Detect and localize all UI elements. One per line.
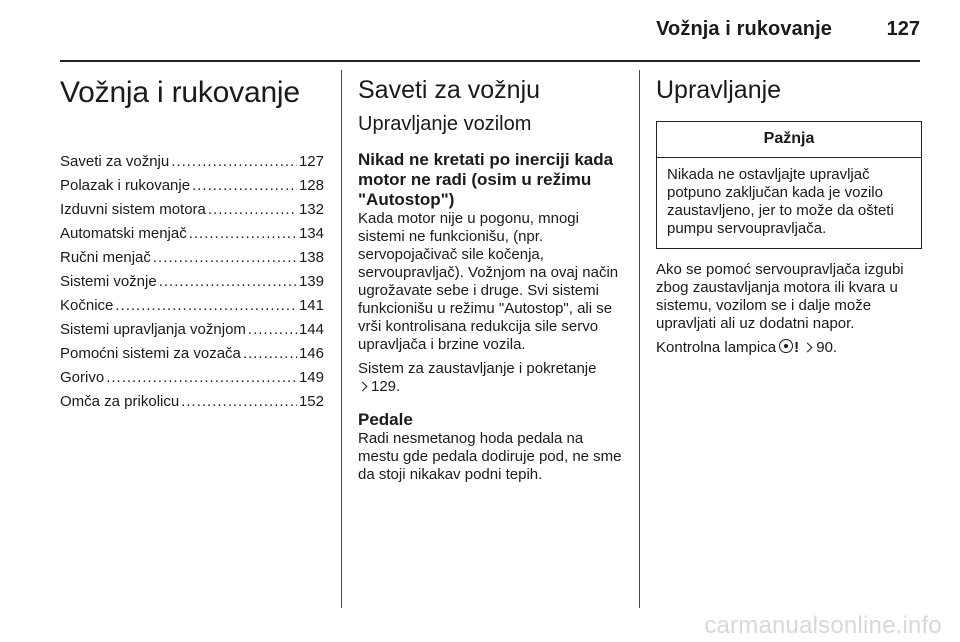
steering-column: [656, 74, 922, 357]
warning-title: Pažnja: [657, 122, 921, 158]
section-title: Saveti za vožnju: [358, 76, 541, 104]
toc-entry[interactable]: [60, 198, 324, 222]
toc-leader-dots: [248, 318, 297, 342]
warning-text: Nikada ne ostavljajte upravljač potpuno zaključan kada je vozilo zaustavljeno, jer to može da ošteti pumpu servoupravljača.: [667, 166, 894, 237]
pedals-heading: Pedale: [358, 410, 413, 429]
toc-entry[interactable]: [60, 366, 324, 390]
steering-title: Upravljanje: [656, 76, 782, 104]
table-of-contents: [60, 150, 324, 414]
pedals-paragraph: Radi nesmetanog hoda pedala na mestu gde pedala dodiruje pod, ne sme da stoji nikakav podni tepih.: [358, 430, 622, 483]
toc-entry-label: Gorivo: [60, 369, 105, 386]
toc-entry-label: Saveti za vožnju: [60, 153, 170, 170]
toc-entry-label: Izduvni sistem motora: [60, 201, 206, 218]
toc-entry-page: 152: [298, 393, 324, 410]
power-steering-paragraph: Ako se pomoć servoupravljača izgubi zbog zaustavljanja motora ili kvara u sistemu, vozilom se i dalje može upravljati ali uz dodatni napor.: [656, 261, 904, 332]
toc-entry[interactable]: [60, 150, 324, 174]
toc-entry-label: Sistemi vožnje: [60, 273, 157, 290]
stop-start-page-ref[interactable]: 129.: [371, 378, 401, 395]
toc-entry[interactable]: [60, 390, 324, 414]
warning-lamp-page-ref[interactable]: 90.: [816, 339, 838, 356]
toc-leader-dots: [171, 150, 297, 174]
toc-entry-label: Kočnice: [60, 297, 114, 314]
toc-entry-page: 149: [298, 369, 324, 386]
toc-leader-dots: [243, 342, 297, 366]
page-number: 127: [886, 18, 920, 40]
toc-entry-page: 141: [298, 297, 324, 314]
toc-entry-page: 132: [298, 201, 324, 218]
toc-entry[interactable]: [60, 294, 324, 318]
column-divider-2: [639, 70, 640, 608]
toc-entry-page: 127: [298, 153, 324, 170]
toc-leader-dots: [208, 198, 297, 222]
toc-entry-label: Automatski menjač: [60, 225, 187, 242]
toc-leader-dots: [153, 246, 297, 270]
toc-entry-page: 146: [298, 345, 324, 362]
toc-entry-page: 138: [298, 249, 324, 266]
toc-leader-dots: [159, 270, 297, 294]
driving-tips-column: [358, 74, 624, 484]
warning-lamp-exclamation: !: [794, 339, 800, 356]
toc-column: [60, 74, 324, 414]
coasting-paragraph: Kada motor nije u pogonu, mnogi sistemi ne funkcionišu, (npr. servopojačivač sile kočenja, servoupravljač). Vožnjom na ovaj način ugrožavate sebe i druge. Svi sistemi funkcionišu u režimu "Autostop", ali se vrši kontrolisana redukcija sile servo upravljača i brzine vozila.: [358, 210, 619, 353]
warning-lamp-text: Kontrolna lampica: [656, 339, 777, 356]
toc-entry[interactable]: [60, 174, 324, 198]
toc-entry-page: 144: [298, 321, 324, 338]
watermark: carmanualsonline.info: [704, 612, 942, 639]
toc-entry[interactable]: [60, 222, 324, 246]
toc-entry-label: Polazak i rukovanje: [60, 177, 191, 194]
subsection-title: Upravljanje vozilom: [358, 113, 532, 135]
warning-box: [656, 121, 922, 249]
toc-leader-dots: [181, 390, 297, 414]
toc-entry-label: Pomoćni sistemi za vozača: [60, 345, 241, 362]
toc-entry[interactable]: [60, 246, 324, 270]
toc-entry-page: 128: [298, 177, 324, 194]
toc-entry[interactable]: [60, 342, 324, 366]
toc-entry[interactable]: [60, 318, 324, 342]
toc-entry[interactable]: [60, 270, 324, 294]
toc-leader-dots: [106, 366, 297, 390]
header-divider: [60, 60, 920, 62]
column-divider-1: [341, 70, 342, 608]
toc-leader-dots: [115, 294, 297, 318]
arrow-right-icon: [358, 382, 368, 392]
running-header-title: Vožnja i rukovanje: [656, 18, 832, 40]
steering-wheel-icon: [779, 339, 793, 353]
toc-entry-label: Ručni menjač: [60, 249, 151, 266]
toc-leader-dots: [192, 174, 297, 198]
toc-entry-page: 134: [298, 225, 324, 242]
warning-lamp-reference: [656, 339, 922, 357]
toc-entry-page: 139: [298, 273, 324, 290]
stop-start-text: Sistem za zaustavljanje i pokretanje: [358, 360, 597, 377]
arrow-right-icon: [803, 343, 813, 353]
toc-entry-label: Omča za prikolicu: [60, 393, 180, 410]
coasting-heading: Nikad ne kretati po inerciji kada motor ne radi (osim u režimu "Autostop"): [358, 150, 614, 209]
chapter-title: Vožnja i rukovanje: [60, 76, 300, 109]
toc-leader-dots: [189, 222, 297, 246]
stop-start-reference: [358, 360, 624, 396]
toc-entry-label: Sistemi upravljanja vožnjom: [60, 321, 246, 338]
